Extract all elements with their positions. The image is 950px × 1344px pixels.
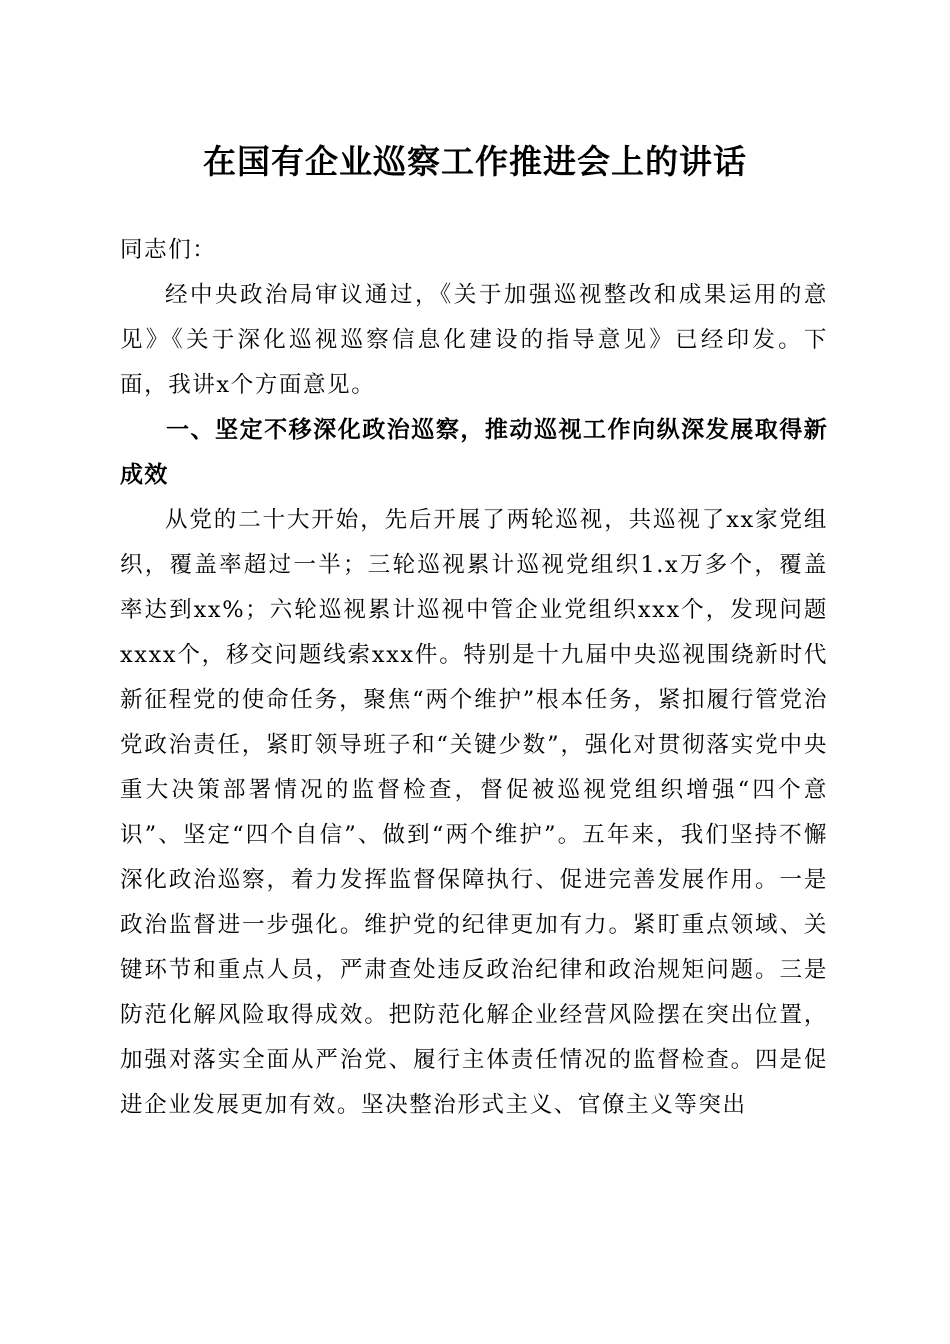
salutation: 同志们： [120,237,217,263]
section-heading-1: 一、坚定不移深化政治巡察，推动巡视工作向纵深发展取得新成效 [120,417,828,488]
section-1-paragraph: 从党的二十大开始，先后开展了两轮巡视，共巡视了xx家党组织，覆盖率超过一半；三轮巡视累计巡视党组织1.x万多个，覆盖率达到xx%；六轮巡视累计巡视中管企业党组织xxx个，发现问题xxxx个，移交问题线索xxx件。特别是十九届中央巡视围绕新时代新征程党的使命任务，聚焦“两个维护”根本任务，紧扣履行管党治党政治责任，紧盯领导班子和“关键少数”，强化对贯彻落实党中央重大决策部署情况的监督检查，督促被巡视党组织增强“四个意识”、坚定“四个自信”、做到“两个维护”。五年来，我们坚持不懈深化政治巡察，着力发挥监督保障执行、促进完善发展作用。一是政治监督进一步强化。维护党的纪律更加有力。紧盯重点领域、关键环节和重点人员，严肃查处违反政治纪律和政治规矩问题。三是防范化解风险取得成效。把防范化解企业经营风险摆在突出位置，加强对落实全面从严治党、履行主体责任情况的监督检查。四是促进企业发展更加有效。坚决整治形式主义、官僚主义等突出 [120,507,828,1118]
document-title: 在国有企业巡察工作推进会上的讲话 [203,142,747,181]
intro-paragraph: 经中央政治局审议通过，《关于加强巡视整改和成果运用的意见》《关于深化巡视巡察信息化建设的指导意见》已经印发。下面，我讲x个方面意见。 [120,282,828,398]
document-body [120,228,828,1128]
